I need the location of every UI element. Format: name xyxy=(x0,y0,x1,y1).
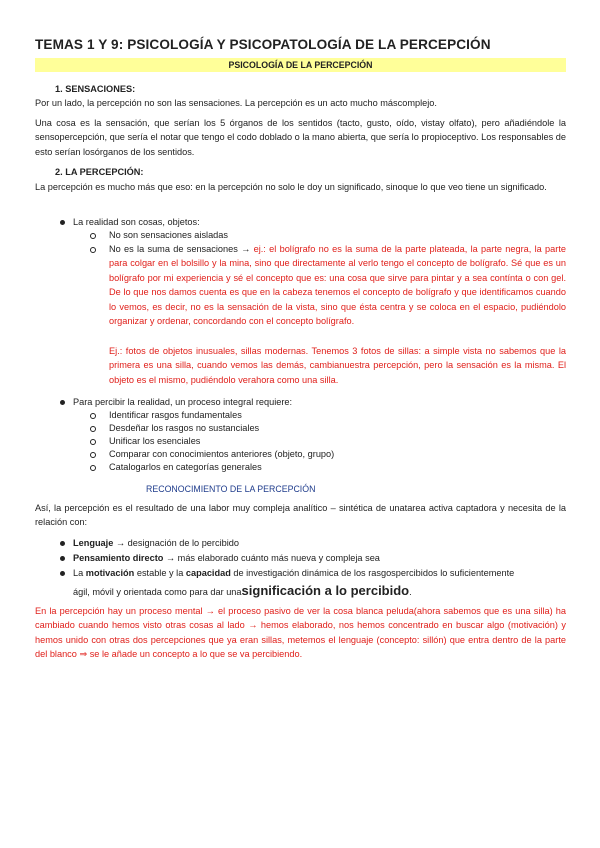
bullet-dot xyxy=(60,571,65,576)
bullet-pensamiento xyxy=(73,551,553,565)
lenguaje-term: Lenguaje xyxy=(73,538,114,548)
sub-bullet-circle xyxy=(90,452,96,458)
section-banner: PSICOLOGÍA DE LA PERCEPCIÓN xyxy=(35,58,566,72)
sub-bullet-no-suma xyxy=(109,242,566,328)
motivacion-period: . xyxy=(409,587,412,597)
sillas-example: Ej.: fotos de objetos inusuales, sillas modernas. Tenemos 3 fotos de sillas: a simple vista no sabemos que la primera es una silla, cuando vemos las demás, cambianuestra percepción, pero la sensación es la misma. El objeto es el mismo, pudiéndolo verahora como una silla. xyxy=(109,346,566,385)
list-item: Comparar con conocimientos anteriores (objeto, grupo) xyxy=(109,449,335,459)
motivacion-text-c: estable y la xyxy=(134,568,186,578)
bullet-lenguaje xyxy=(73,536,553,550)
list-item: Unificar los esenciales xyxy=(109,436,201,446)
proceso-mental-paragraph: En la percepción hay un proceso mental → el proceso pasivo de ver la cosa blanca peluda(ahora sabemos que es una silla) ha cambiado cuando hemos visto otras cosas al lado → hemos elaborado, nos hemos concentrado en buscar algo (motivación) y hemos unido con otras dos percepciones que ya eran sillas, metemos el lenguaje (concepto: sillón) que entra dentro de la parte del blanco ⇒ se le añade un concepto a lo que se va percibiendo. xyxy=(35,606,566,660)
sub-bullet-circle xyxy=(90,426,96,432)
sensaciones-paragraph-2: Una cosa es la sensación, que serían los 5 órganos de los sentidos (tacto, gusto, oído, vistay olfato), pero añadiéndole la sensopercepción, que sería el notar que tengo el codo doblado o la mano abierta, que sería lo propioceptivo. Los responsables de esto serían losórganos de los sentidos. xyxy=(35,118,566,157)
lenguaje-desc: → designación de lo percibido xyxy=(113,538,239,548)
document-title: TEMAS 1 Y 9: PSICOLOGÍA Y PSICOPATOLOGÍA DE LA PERCEPCIÓN xyxy=(35,37,491,52)
sub-bullet-circle xyxy=(90,439,96,445)
bullet-motivacion-line1 xyxy=(73,566,566,580)
reconocimiento-heading: RECONOCIMIENTO DE LA PERCEPCIÓN xyxy=(146,484,316,494)
sensaciones-heading: 1. SENSACIONES: xyxy=(55,84,136,94)
bullet-dot xyxy=(60,220,65,225)
sub-bullet-circle xyxy=(90,413,96,419)
bullet-dot xyxy=(60,556,65,561)
bullet-realidad: La realidad son cosas, objetos: xyxy=(73,217,200,227)
sub-bullet-circle xyxy=(90,233,96,239)
motivacion-text-e: de investigación dinámica de los rasgospercibidos lo suficientemente xyxy=(230,568,515,578)
percepcion-paragraph: La percepción es mucho más que eso: en la percepción no solo le doy un significado, sinoque lo que veo tiene un significado. xyxy=(35,182,547,192)
motivacion-text-a: La xyxy=(73,568,86,578)
bullet-motivacion-line2 xyxy=(73,582,566,601)
pensamiento-desc: → más elaborado cuánto más nueva y compleja sea xyxy=(163,553,380,563)
sensaciones-paragraph-1: Por un lado, la percepción no son las sensaciones. La percepción es un acto mucho máscomplejo. xyxy=(35,98,437,108)
boligrafo-example: ej.: el bolígrafo no es la suma de la parte plateada, la parte negra, la parte para colgar en el bolsillo y la mina, sino que directamente al verlo tengo el concepto de bolígrafo. Sé que es un bolígrafo por mi experiencia y sé el concepto que es: una cosa que sirve para pintar y a sea contínta o con gel. De lo que nos damos cuenta es que en la cabeza tenemos el concepto de bolígrafo y que identificamos cuando lo vemos, es decir, no es la sensación de la vista, sino que ésta centra y se coloca en el espacio, pudiéndolo organizar y ordenar, concordando con el concepto bolígrafo. xyxy=(109,244,567,327)
sub-bullet-circle xyxy=(90,247,96,253)
list-item: Desdeñar los rasgos no sustanciales xyxy=(109,423,260,433)
sub-bullet-no-aisladas: No son sensaciones aisladas xyxy=(109,230,228,240)
capacidad-term: capacidad xyxy=(185,568,231,578)
reconocimiento-paragraph: Así, la percepción es el resultado de una labor muy compleja analítico – sintética de unatarea activa captadora y necesita de la relación con: xyxy=(35,503,566,528)
list-item: Catalogarlos en categorías generales xyxy=(109,462,262,472)
pensamiento-term: Pensamiento directo xyxy=(73,553,164,563)
no-suma-lead: No es la suma de sensaciones → xyxy=(109,244,254,254)
list-item: Identificar rasgos fundamentales xyxy=(109,410,242,420)
motivacion-text-f: ágil, móvil y orientada como para dar una xyxy=(73,587,242,597)
bullet-dot xyxy=(60,541,65,546)
bullet-percibir: Para percibir la realidad, un proceso integral requiere: xyxy=(73,397,293,407)
significacion-emphasis: significación a lo percibido xyxy=(241,583,410,598)
sub-bullet-circle xyxy=(90,465,96,471)
bullet-dot xyxy=(60,400,65,405)
percepcion-heading: 2. LA PERCEPCIÓN: xyxy=(55,167,144,177)
motivacion-term: motivación xyxy=(85,568,135,578)
